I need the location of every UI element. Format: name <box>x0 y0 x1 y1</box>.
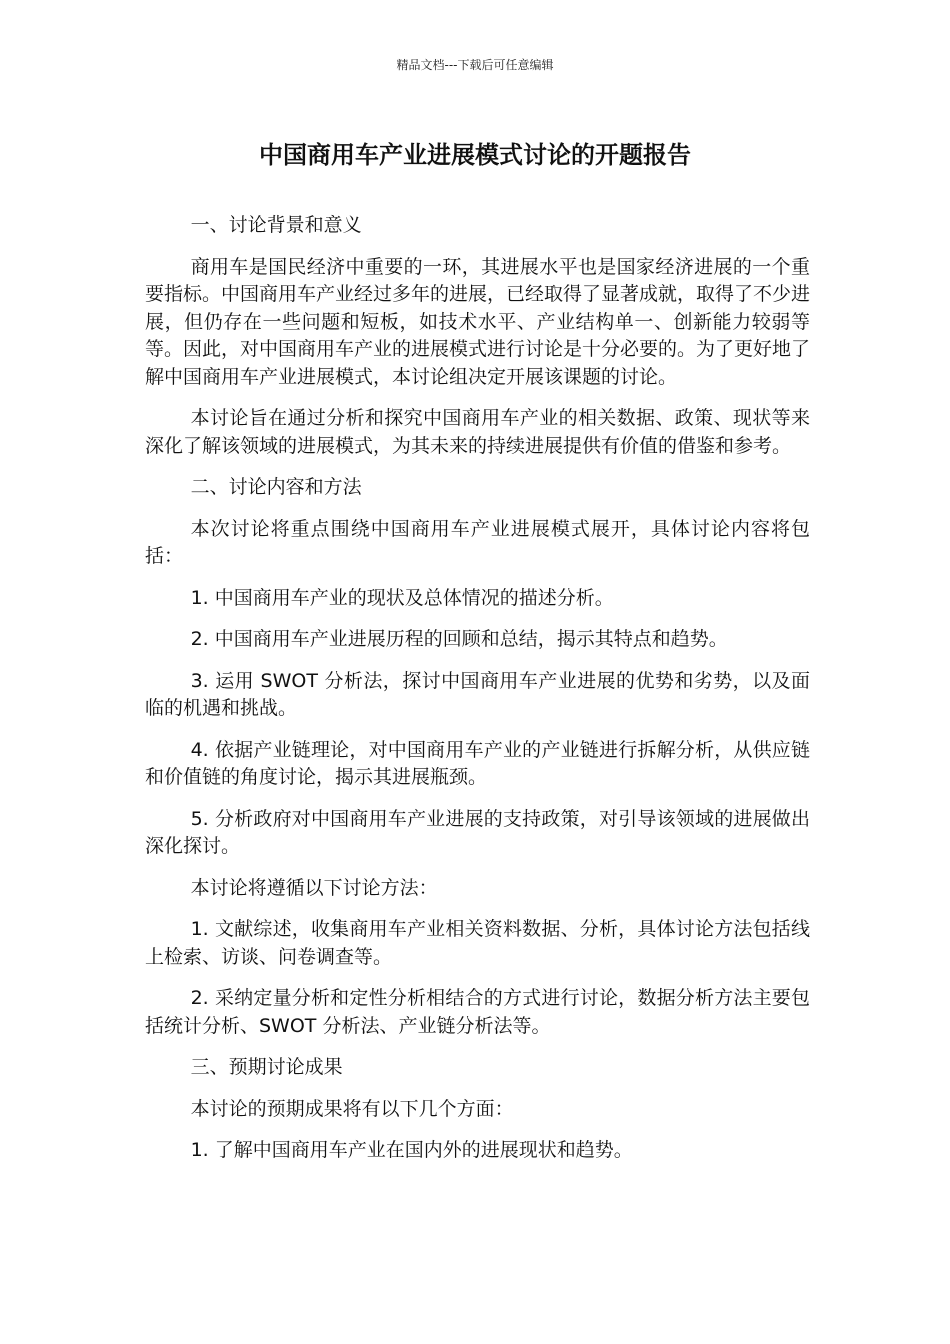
paragraph-results-intro: 本讨论的预期成果将有以下几个方面： <box>190 1097 514 1120</box>
paragraph-methods-intro: 本讨论将遵循以下讨论方法： <box>190 876 438 899</box>
list-item-method-2: 2. 采纳定量分析和定性分析相结合的方式进行讨论，数据分析方法主要包括统计分析、SWOT 分析法、产业链分析法等。 <box>145 987 810 1037</box>
list-item-result-1: 1. 了解中国商用车产业在国内外的进展现状和趋势。 <box>190 1139 633 1161</box>
list-item-content-2: 2. 中国商用车产业进展历程的回顾和总结，揭示其特点和趋势。 <box>190 628 728 650</box>
paragraph-purpose: 本讨论旨在通过分析和探究中国商用车产业的相关数据、政策、现状等来深化了解该领域的进展模式，为其未来的持续进展提供有价值的借鉴和参考。 <box>145 407 810 457</box>
list-item-content-4: 4. 依据产业链理论，对中国商用车产业的产业链进行拆解分析，从供应链和价值链的角度讨论，揭示其进展瓶颈。 <box>145 738 810 788</box>
document-title: 中国商用车产业进展模式讨论的开题报告 <box>259 141 691 169</box>
paragraph-background: 商用车是国民经济中重要的一环，其进展水平也是国家经济进展的一个重要指标。中国商用车产业经过多年的进展，已经取得了显著成就，取得了不少进展，但仍存在一些问题和短板，如技术水平、产业结构单一、创新能力较弱等等。因此，对中国商用车产业的进展模式进行讨论是十分必要的。为了更好地了解中国商用车产业进展模式，本讨论组决定开展该课题的讨论。 <box>145 255 811 388</box>
section-heading-content-methods: 二、讨论内容和方法 <box>190 476 362 498</box>
document-body <box>145 212 810 1179</box>
page-header: 精品文档---下载后可任意编辑 <box>396 58 554 72</box>
list-item-content-1: 1. 中国商用车产业的现状及总体情况的描述分析。 <box>190 586 614 609</box>
section-heading-background: 一、讨论背景和意义 <box>190 214 362 236</box>
list-item-content-3: 3. 运用 SWOT 分析法，探讨中国商用车产业进展的优势和劣势，以及面临的机遇和挑战。 <box>145 669 810 719</box>
list-item-method-1: 1. 文献综述，收集商用车产业相关资料数据、分析，具体讨论方法包括线上检索、访谈、问卷调查等。 <box>145 918 810 968</box>
section-heading-expected-results: 三、预期讨论成果 <box>190 1056 343 1078</box>
list-item-content-5: 5. 分析政府对中国商用车产业进展的支持政策，对引导该领域的进展做出深化探讨。 <box>145 807 810 857</box>
paragraph-content-intro: 本次讨论将重点围绕中国商用车产业进展模式展开，具体讨论内容将包括： <box>145 517 810 567</box>
